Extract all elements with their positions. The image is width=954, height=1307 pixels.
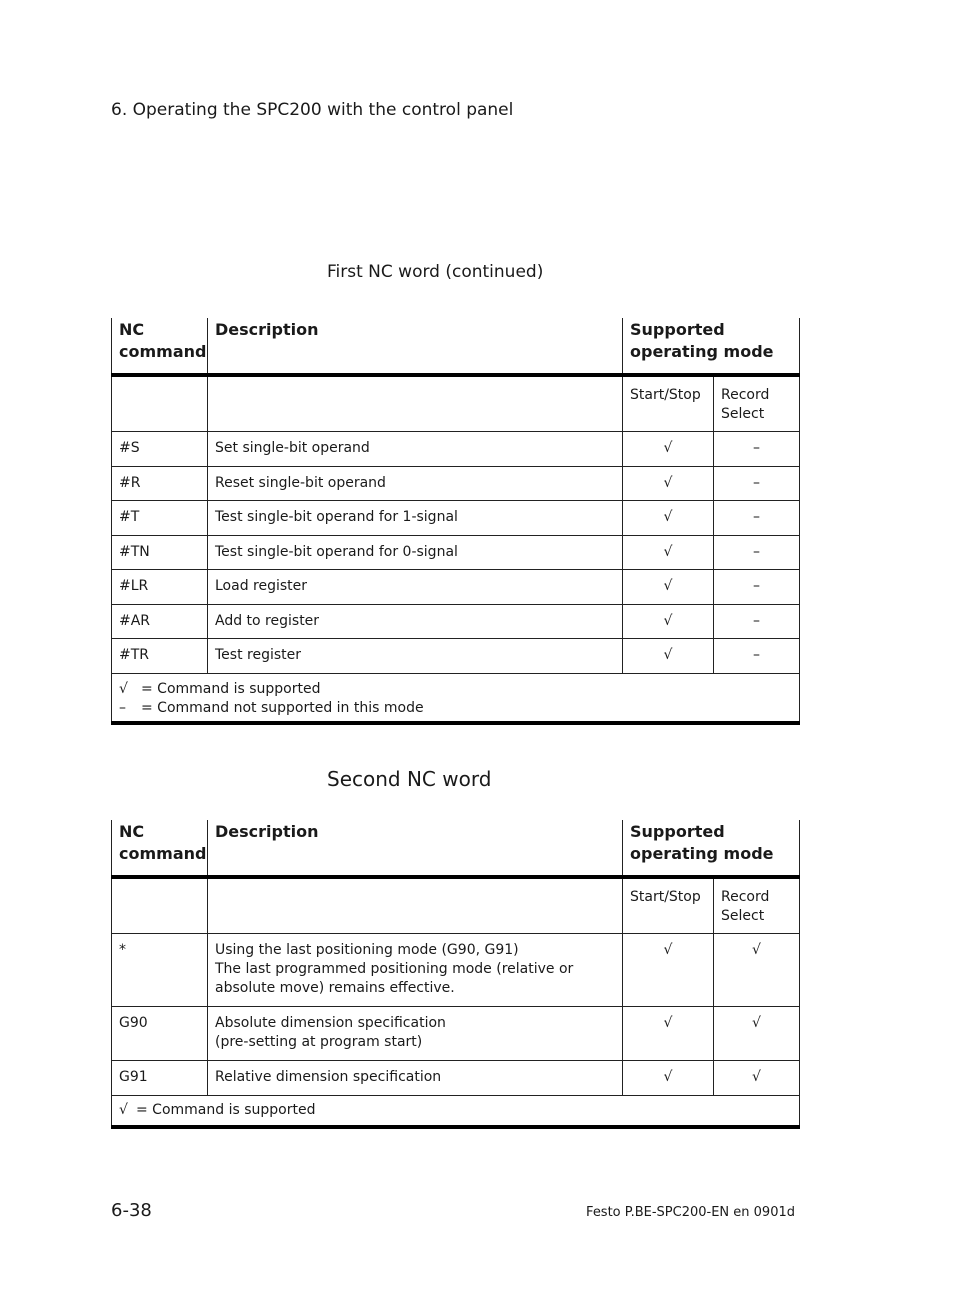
description-cell: Load register	[208, 569, 623, 604]
start-stop-cell: √	[623, 933, 714, 1006]
start-stop-cell: √	[623, 1006, 714, 1060]
nc-command-cell: #T	[112, 500, 208, 535]
legend	[112, 1095, 800, 1127]
legend-symbol: –	[119, 699, 126, 716]
record-select-cell: –	[714, 604, 800, 638]
record-select-cell: –	[714, 569, 800, 604]
nc-command-cell: #S	[112, 431, 208, 466]
nc-command-cell: G91	[112, 1060, 208, 1095]
table1-title: First NC word (continued)	[327, 262, 544, 282]
legend	[112, 673, 800, 723]
col-header-description: Description	[208, 820, 623, 877]
subheader-row	[112, 877, 800, 933]
nc-command-cell: #AR	[112, 604, 208, 638]
legend-item	[119, 1101, 792, 1120]
start-stop-cell: √	[623, 569, 714, 604]
legend-row	[112, 673, 800, 723]
col-header-mode: Supported operating mode	[623, 318, 800, 375]
table-row	[112, 569, 800, 604]
start-stop-cell: √	[623, 638, 714, 673]
description-cell: Set single-bit operand	[208, 431, 623, 466]
subheader-record-select: Record Select	[714, 375, 800, 431]
subheader-start-stop: Start/Stop	[623, 375, 714, 431]
record-select-cell: –	[714, 535, 800, 569]
start-stop-cell: √	[623, 604, 714, 638]
table2-nc-commands	[111, 820, 800, 1129]
subheader-record-select: Record Select	[714, 877, 800, 933]
description-cell: Add to register	[208, 604, 623, 638]
chapter-heading: 6. Operating the SPC200 with the control panel	[111, 100, 514, 120]
col-header-description: Description	[208, 318, 623, 375]
description-cell: Absolute dimension specification (pre-setting at program start)	[208, 1006, 623, 1060]
table-row	[112, 466, 800, 500]
description-cell: Test single-bit operand for 0-signal	[208, 535, 623, 569]
col-header-command: NC command	[112, 820, 208, 877]
start-stop-cell: √	[623, 431, 714, 466]
record-select-cell: –	[714, 466, 800, 500]
record-select-cell: √	[714, 1060, 800, 1095]
record-select-cell: –	[714, 500, 800, 535]
table1-nc-commands	[111, 318, 800, 725]
legend-row	[112, 1095, 800, 1127]
nc-command-cell: G90	[112, 1006, 208, 1060]
legend-text: = Command is supported	[141, 680, 321, 697]
record-select-cell: √	[714, 1006, 800, 1060]
subheader-start-stop: Start/Stop	[623, 877, 714, 933]
page-number: 6-38	[111, 1200, 152, 1221]
start-stop-cell: √	[623, 1060, 714, 1095]
table-row	[112, 604, 800, 638]
description-cell: Test register	[208, 638, 623, 673]
legend-item	[119, 680, 792, 699]
legend-item	[119, 699, 792, 718]
legend-symbol: √	[119, 1101, 128, 1118]
legend-symbol: √	[119, 680, 128, 697]
table-row	[112, 1060, 800, 1095]
nc-command-cell: #TR	[112, 638, 208, 673]
start-stop-cell: √	[623, 535, 714, 569]
record-select-cell: –	[714, 431, 800, 466]
subheader-row	[112, 375, 800, 431]
description-cell: Reset single-bit operand	[208, 466, 623, 500]
table-row	[112, 933, 800, 1006]
description-cell: Relative dimension specification	[208, 1060, 623, 1095]
table-row	[112, 1006, 800, 1060]
record-select-cell: –	[714, 638, 800, 673]
start-stop-cell: √	[623, 500, 714, 535]
start-stop-cell: √	[623, 466, 714, 500]
nc-command-cell: #R	[112, 466, 208, 500]
record-select-cell: √	[714, 933, 800, 1006]
table-row	[112, 535, 800, 569]
document-reference: Festo P.BE-SPC200-EN en 0901d	[586, 1205, 795, 1220]
table2-title: Second NC word	[327, 767, 492, 791]
nc-command-cell: #TN	[112, 535, 208, 569]
legend-text: = Command is supported	[136, 1101, 316, 1118]
col-header-command: NC command	[112, 318, 208, 375]
nc-command-cell: #LR	[112, 569, 208, 604]
nc-command-cell: *	[112, 933, 208, 1006]
table-row	[112, 500, 800, 535]
description-cell: Using the last positioning mode (G90, G91) The last programmed positioning mode (relative or absolute move) remains effective.	[208, 933, 623, 1006]
description-cell: Test single-bit operand for 1-signal	[208, 500, 623, 535]
table-row	[112, 638, 800, 673]
col-header-mode: Supported operating mode	[623, 820, 800, 877]
legend-text: = Command not supported in this mode	[141, 699, 424, 716]
table-row	[112, 431, 800, 466]
